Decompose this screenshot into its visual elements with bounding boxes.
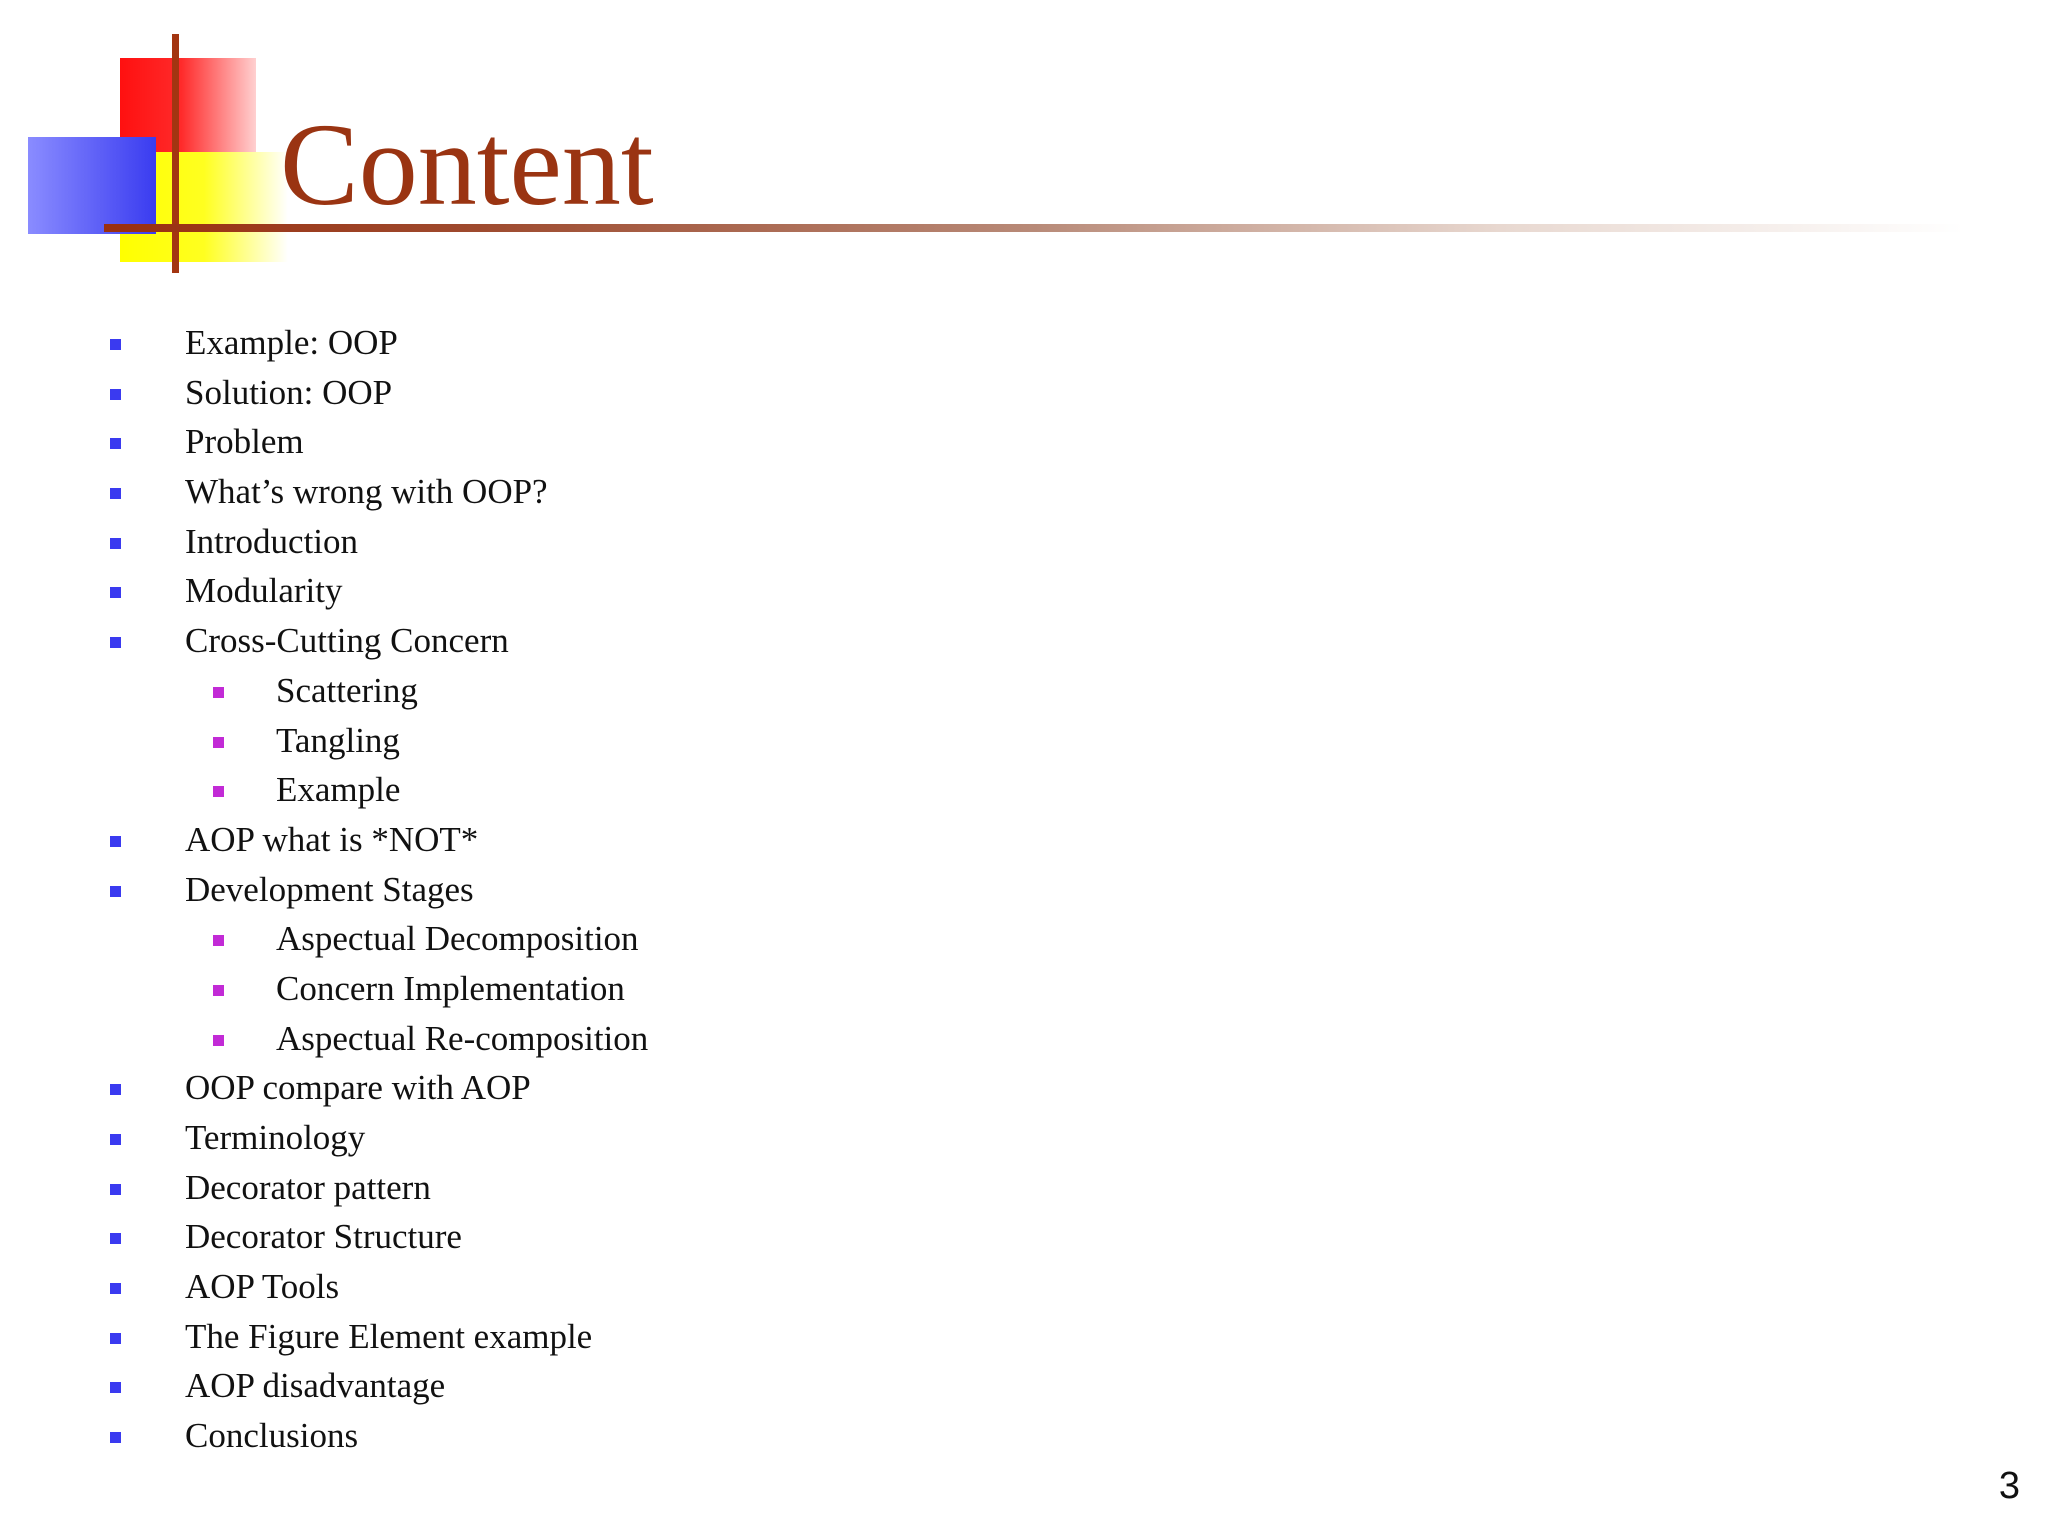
sub-bullet-item <box>0 765 1400 815</box>
bullet-item <box>0 815 1400 865</box>
blue-square-decoration <box>28 137 156 234</box>
bullet-label: Problem <box>185 422 304 462</box>
bullet-label: Example <box>276 770 401 810</box>
bullet-label: Decorator pattern <box>185 1167 431 1207</box>
bullet-label: Tangling <box>276 720 400 760</box>
square-bullet-icon <box>110 438 121 449</box>
vertical-rule-decoration <box>172 34 179 273</box>
bullet-label: Concern Implementation <box>276 968 625 1008</box>
square-bullet-icon <box>213 1035 224 1046</box>
square-bullet-icon <box>110 1382 121 1393</box>
bullet-label: Development Stages <box>185 869 474 909</box>
sub-bullet-item <box>0 666 1400 716</box>
bullet-item <box>0 1063 1400 1113</box>
square-bullet-icon <box>110 538 121 549</box>
bullet-item <box>0 1113 1400 1163</box>
square-bullet-icon <box>110 389 121 400</box>
bullet-label: The Figure Element example <box>185 1316 593 1356</box>
bullet-label: Aspectual Re-composition <box>276 1018 649 1058</box>
bullet-label: Introduction <box>185 521 359 561</box>
bullet-list <box>0 318 1400 1461</box>
bullet-label: Solution: OOP <box>185 372 393 412</box>
bullet-item <box>0 368 1400 418</box>
sub-bullet-item <box>0 914 1400 964</box>
square-bullet-icon <box>110 1432 121 1443</box>
bullet-item <box>0 1411 1400 1461</box>
square-bullet-icon <box>213 737 224 748</box>
sub-bullet-item <box>0 1014 1400 1064</box>
bullet-item <box>0 417 1400 467</box>
square-bullet-icon <box>213 935 224 946</box>
bullet-label: Cross-Cutting Concern <box>185 621 509 661</box>
bullet-item <box>0 566 1400 616</box>
slide-logo-decoration <box>0 0 300 280</box>
bullet-label: Conclusions <box>185 1416 359 1456</box>
page-number: 3 <box>1998 1465 2020 1507</box>
bullet-item <box>0 865 1400 915</box>
square-bullet-icon <box>213 687 224 698</box>
bullet-label: Example: OOP <box>185 323 398 362</box>
bullet-label: Modularity <box>185 571 343 611</box>
square-bullet-icon <box>213 985 224 996</box>
bullet-label: OOP compare with AOP <box>185 1068 531 1108</box>
bullet-item <box>0 1361 1400 1411</box>
square-bullet-icon <box>110 1084 121 1095</box>
bullet-item <box>0 1163 1400 1213</box>
square-bullet-icon <box>110 587 121 598</box>
sub-bullet-item <box>0 716 1400 766</box>
square-bullet-icon <box>110 339 121 350</box>
square-bullet-icon <box>213 786 224 797</box>
bullet-item <box>0 1312 1400 1362</box>
square-bullet-icon <box>110 637 121 648</box>
bullet-label: Aspectual Decomposition <box>276 919 639 959</box>
square-bullet-icon <box>110 1233 121 1244</box>
slide-title: Content <box>280 99 654 230</box>
bullet-label: What’s wrong with OOP? <box>185 472 548 512</box>
bullet-item <box>0 616 1400 666</box>
sub-bullet-item <box>0 964 1400 1014</box>
bullet-item <box>0 1212 1400 1262</box>
bullet-label: Terminology <box>185 1118 366 1157</box>
square-bullet-icon <box>110 1184 121 1195</box>
square-bullet-icon <box>110 836 121 847</box>
bullet-item <box>0 517 1400 567</box>
square-bullet-icon <box>110 1134 121 1145</box>
bullet-item <box>0 467 1400 517</box>
square-bullet-icon <box>110 1283 121 1294</box>
bullet-label: AOP disadvantage <box>185 1366 446 1406</box>
square-bullet-icon <box>110 488 121 499</box>
bullet-item <box>0 318 1400 368</box>
square-bullet-icon <box>110 1333 121 1344</box>
bullet-label: AOP what is *NOT* <box>185 819 479 859</box>
square-bullet-icon <box>110 886 121 897</box>
bullet-label: AOP Tools <box>185 1267 340 1307</box>
bullet-item <box>0 1262 1400 1312</box>
bullet-label: Decorator Structure <box>185 1217 462 1257</box>
bullet-label: Scattering <box>276 670 418 710</box>
